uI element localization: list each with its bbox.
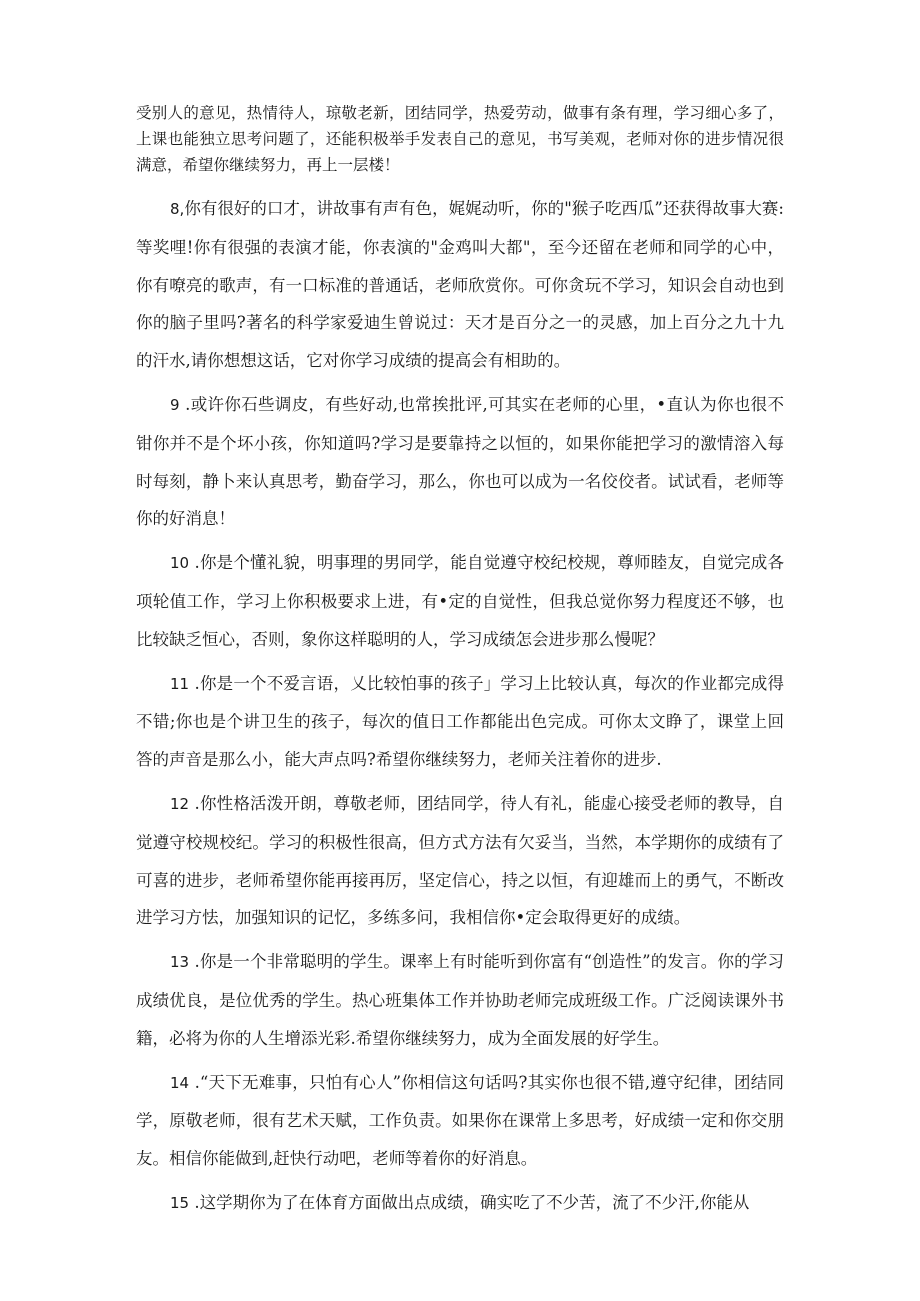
paragraph-item-9: [136, 386, 784, 538]
item-number: 13: [170, 953, 190, 972]
item-number: 12: [170, 794, 190, 813]
item-number: 9: [170, 395, 180, 414]
paragraph-text: .或许你石些调皮，有些好动,也常挨批评,可其实在老师的心里，•直认为你也很不钳你并不是个坏小孩，你知道吗?学习是要靠持之以恒的，如果你能把学习的激情溶入每时每刻，静卜来认真思考，勤奋学习，那么，你也可以成为一名佼佼者。试试看，老师等你的好消息！: [136, 394, 784, 529]
paragraph-item-10: [136, 544, 784, 658]
item-number: 11: [170, 674, 190, 693]
item-number: 15: [170, 1193, 190, 1212]
item-number: 10: [170, 554, 190, 573]
paragraph-text: .“天下无难事，只怕有心人”你相信这句话吗?其实你也很不错,遵守纪律，团结同学，原敬老师，很有艺术天赋，工作负责。如果你在课常上多思考，好成绩一定和你交朋友。相信你能做到,赶快行动吧，老师等着你的好消息。: [136, 1072, 784, 1169]
paragraph-text: .你性格活泼开朗，尊敬老师，团结同学，待人有礼，能虚心接受老师的教导，自觉遵守校规校纪。学习的积极性很高，但方式方法有欠妥当，当然，本学期你的成绩有了可喜的进步，老师希望你能再接再厉，坚定信心，持之以恒，有迎雄而上的勇气，不断改进学习方怯，加强知识的记忆，多练多问，我相信你•定会取得更好的成绩。: [136, 793, 784, 928]
paragraph-continued: [136, 100, 784, 178]
paragraph-item-14: [136, 1064, 784, 1178]
paragraph-item-12: [136, 785, 784, 937]
paragraph-text: 受别人的意见，热情待人，琼敬老新，团结同学，热爱劳动，做事有条有理，学习细心多了，上课也能独立思考问题了，还能积极举手发表自己的意见，书写美观，老师对你的进步情况很满意，希望你继续努力，再上一层楼！: [136, 104, 784, 174]
paragraph-item-8: [136, 190, 784, 380]
item-number: 14: [170, 1073, 190, 1092]
paragraph-text: 你有很好的口才，讲故事有声有色，娓娓动听，你的"猴子吃西瓜”还获得故事大赛:等奖哩!你有很强的表演才能，你表演的"金鸡叫大都"，至今还留在老师和同学的心中，你有嘹亮的歌声，有一口标准的普通话，老师欣赏你。可你贪玩不学习，知识会自动也到你的脑子里吗?著名的科学家爱迪生曾说过：天才是百分之一的灵感，加上百分之九十九的汗水,请你想想这话，它对你学习成绩的提高会有相助的。: [136, 199, 784, 371]
paragraph-text: .这学期你为了在体育方面做出点成绩，确实吃了不少苦，流了不少汗,你能从: [189, 1192, 750, 1212]
paragraph-text: .你是一个不爱言语，乂比较怕事的孩子」学习上比较认真，每次的作业都完成得不错;你也是个讲卫生的孩子，每次的值日工作都能出色完成。可你太文睁了，课堂上回答的声音是那么小，能大声点吗?希望你继续努力，老师关注着你的进步.: [136, 673, 784, 770]
paragraph-item-15: [136, 1184, 784, 1223]
item-number: 8,: [170, 200, 185, 218]
document-page: [136, 100, 784, 1229]
paragraph-item-11: [136, 665, 784, 779]
paragraph-text: .你是个懂礼貌，明事理的男同学，能自觉遵守校纪校规，尊师睦友，自觉完成各项轮值工作，学习上你积极要求上进，有•定的自觉性，但我总觉你努力程度还不够，也比较缺乏恒心，否则，象你这样聪明的人，学习成绩怎会进步那么慢呢？: [136, 553, 784, 649]
paragraph-text: .你是一个非常聪明的学生。课率上有时能听到你富有“创造性”的发言。你的学习成绩优良，是位优秀的学生。热心班集体工作并协助老师完成班级工作。广泛阅读课外书籍，必将为你的人生增添光彩.希望你继续努力，成为全面发展的好学生。: [136, 952, 784, 1048]
paragraph-item-13: [136, 943, 784, 1057]
